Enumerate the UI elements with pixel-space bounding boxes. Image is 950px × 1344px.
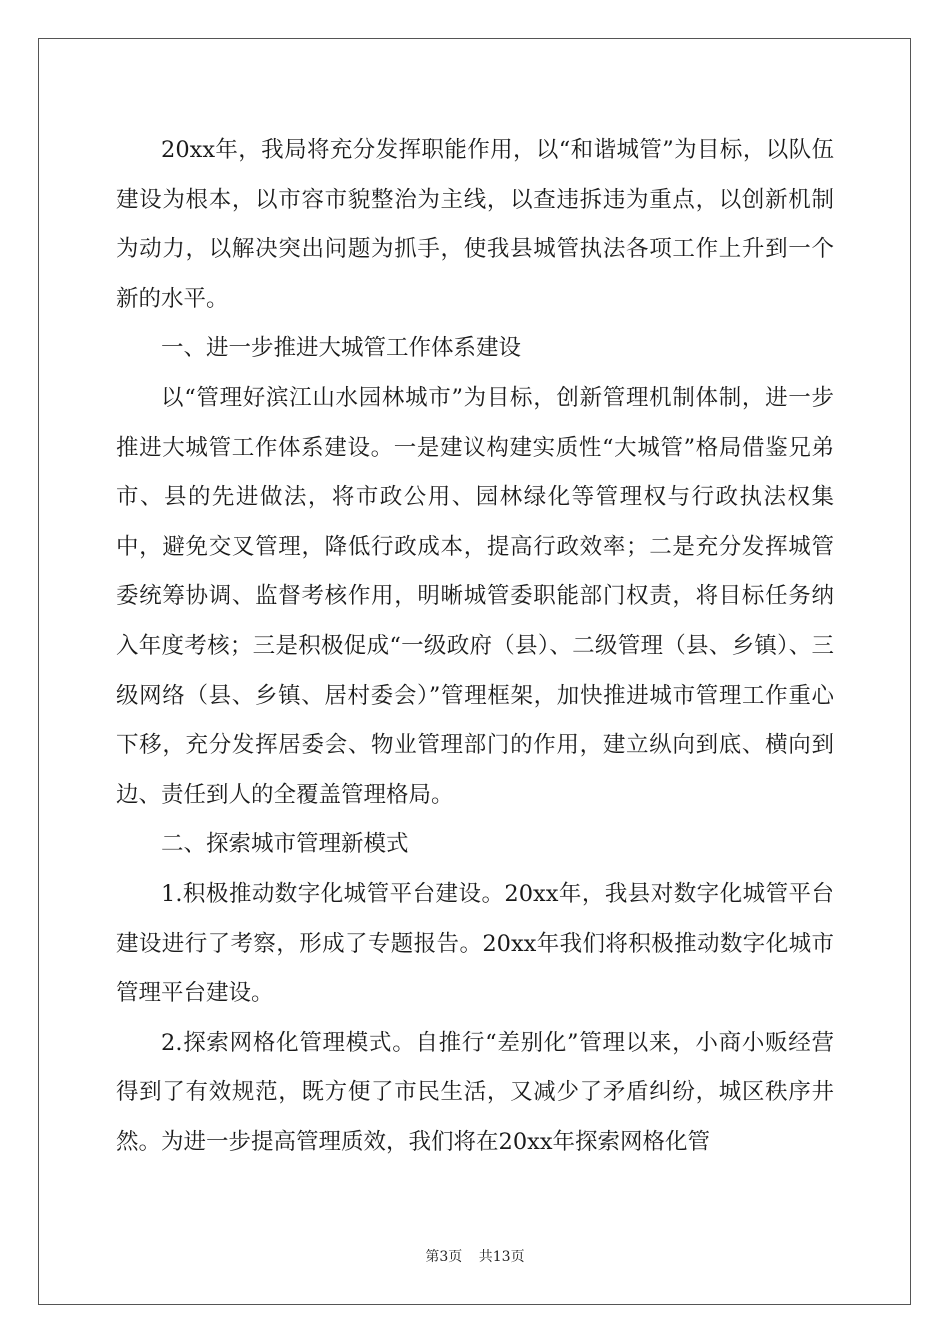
paragraph-section-1: 以“管理好滨江山水园林城市”为目标，创新管理机制体制，进一步推进大城管工作体系建设。一是建议构建实质性“大城管”格局借鉴兄弟市、县的先进做法，将市政公用、园林绿化等管理权与行政执法权集中，避免交叉管理，降低行政成本，提高行政效率；二是充分发挥城管委统筹协调、监督考核作用，明晰城管委职能部门权责，将目标任务纳入年度考核；三是积极促成“一级政府（县）、二级管理（县、乡镇）、三级网络（县、乡镇、居村委会）”管理框架，加快推进城市管理工作重心下移，充分发挥居委会、物业管理部门的作用，建立纵向到底、横向到边、责任到人的全覆盖管理格局。: [116, 384, 834, 808]
paragraph-intro: 20xx年，我局将充分发挥职能作用，以“和谐城管”为目标，以队伍建设为根本，以市容市貌整治为主线，以查违拆违为重点，以创新机制为动力，以解决突出问题为抓手，使我县城管执法各项工作上升到一个新的水平。: [116, 137, 834, 312]
paragraph-item-2: 2.探索网格化管理模式。自推行“差别化”管理以来，小商小贩经营得到了有效规范，既方便了市民生活，又减少了矛盾纠纷，城区秩序井然。为进一步提高管理质效，我们将在20xx年探索网格化管: [116, 1029, 834, 1155]
page-footer: [0, 1246, 950, 1266]
page-total: 共13页: [478, 1249, 525, 1265]
section-heading-2: 二、探索城市管理新模式: [161, 831, 409, 858]
paragraph-item-1: 1.积极推动数字化城管平台建设。20xx年，我县对数字化城管平台建设进行了考察，形成了专题报告。20xx年我们将积极推动数字化城市管理平台建设。: [116, 880, 834, 1007]
document-body: [116, 126, 834, 1167]
page-number: 第3页: [425, 1249, 463, 1265]
section-heading-1: 一、进一步推进大城管工作体系建设: [161, 335, 522, 362]
